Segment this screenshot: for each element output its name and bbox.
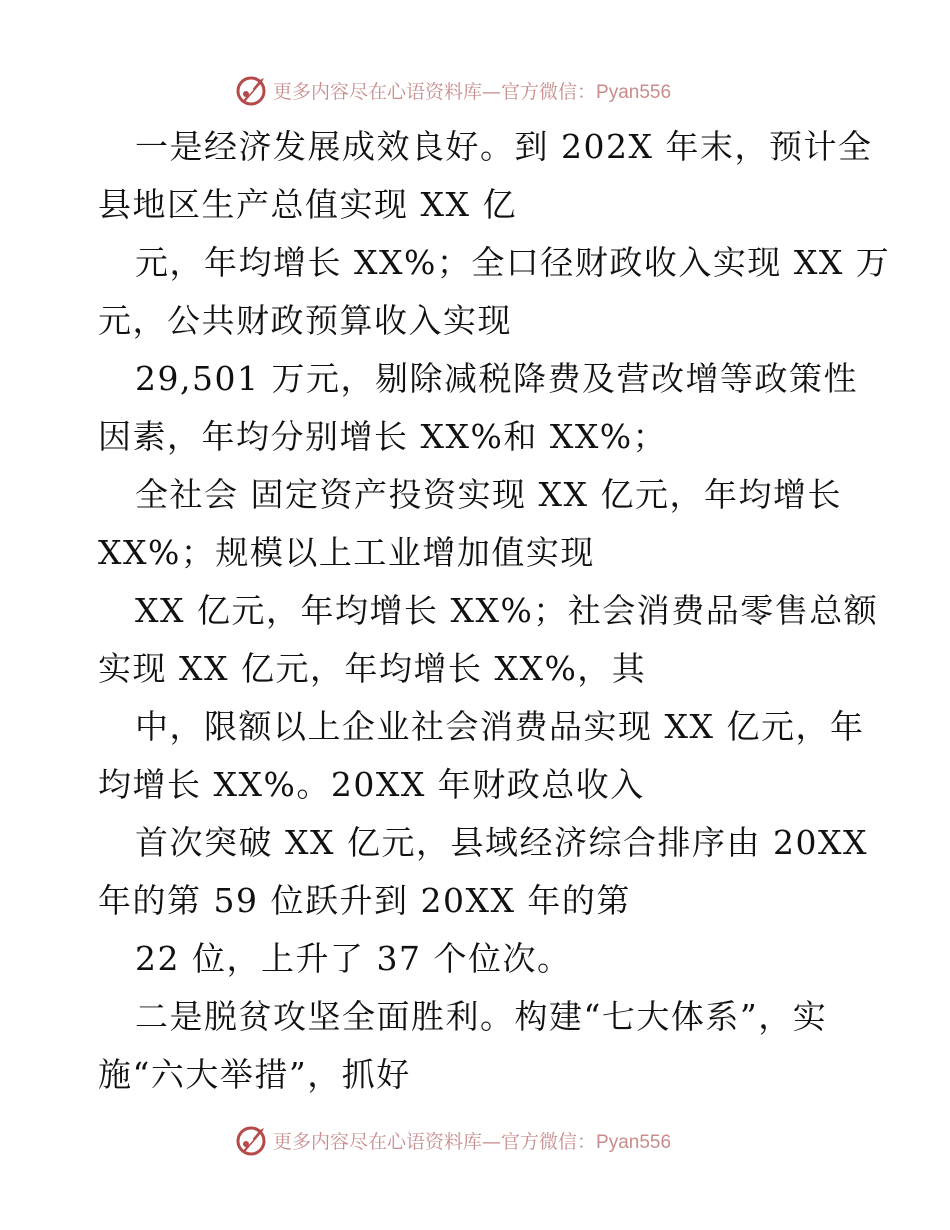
text-line: 二是脱贫攻坚全面胜利。构建“七大体系”，实: [135, 997, 828, 1036]
text-line: 一是经济发展成效良好。到 202X 年末，预计全: [135, 127, 873, 166]
text-line: 元，年均增长 XX%；全口径财政收入实现 XX 万: [135, 243, 891, 282]
text-line: XX%；规模以上工业增加值实现: [98, 533, 595, 572]
text-line: 22 位，上升了 37 个位次。: [135, 939, 572, 978]
text-line: 县地区生产总值实现 XX 亿: [98, 185, 517, 224]
text-line: XX 亿元，年均增长 XX%；社会消费品零售总额: [135, 591, 879, 630]
text-line: 元，公共财政预算收入实现: [98, 301, 512, 340]
watermark-id: Pyan556: [596, 81, 672, 103]
text-line: 实现 XX 亿元，年均增长 XX%，其: [98, 649, 647, 688]
quill-pen-logo-icon: [233, 1122, 269, 1158]
watermark-text: 更多内容尽在心语资料库—官方微信：Pyan556: [273, 1130, 672, 1153]
text-line: 全社会 固定资产投资实现 XX 亿元，年均增长: [135, 475, 842, 514]
watermark-text: 更多内容尽在心语资料库—官方微信：Pyan556: [273, 80, 672, 103]
text-line: 施“六大举措”，抓好: [98, 1055, 411, 1094]
text-line: 29,501 万元，剔除减税降费及营改增等政策性: [135, 359, 858, 398]
header-watermark: [233, 72, 671, 108]
footer-watermark: [233, 1122, 671, 1158]
text-line: 年的第 59 位跃升到 20XX 年的第: [98, 881, 631, 920]
text-line: 因素，年均分别增长 XX%和 XX%；: [98, 417, 668, 456]
quill-pen-logo-icon: [233, 72, 269, 108]
text-line: 首次突破 XX 亿元，县域经济综合排序由 20XX: [135, 823, 868, 862]
text-line: 中，限额以上企业社会消费品实现 XX 亿元，年: [135, 707, 865, 746]
watermark-id: Pyan556: [596, 1131, 672, 1153]
text-line: 均增长 XX%。20XX 年财政总收入: [98, 765, 645, 804]
